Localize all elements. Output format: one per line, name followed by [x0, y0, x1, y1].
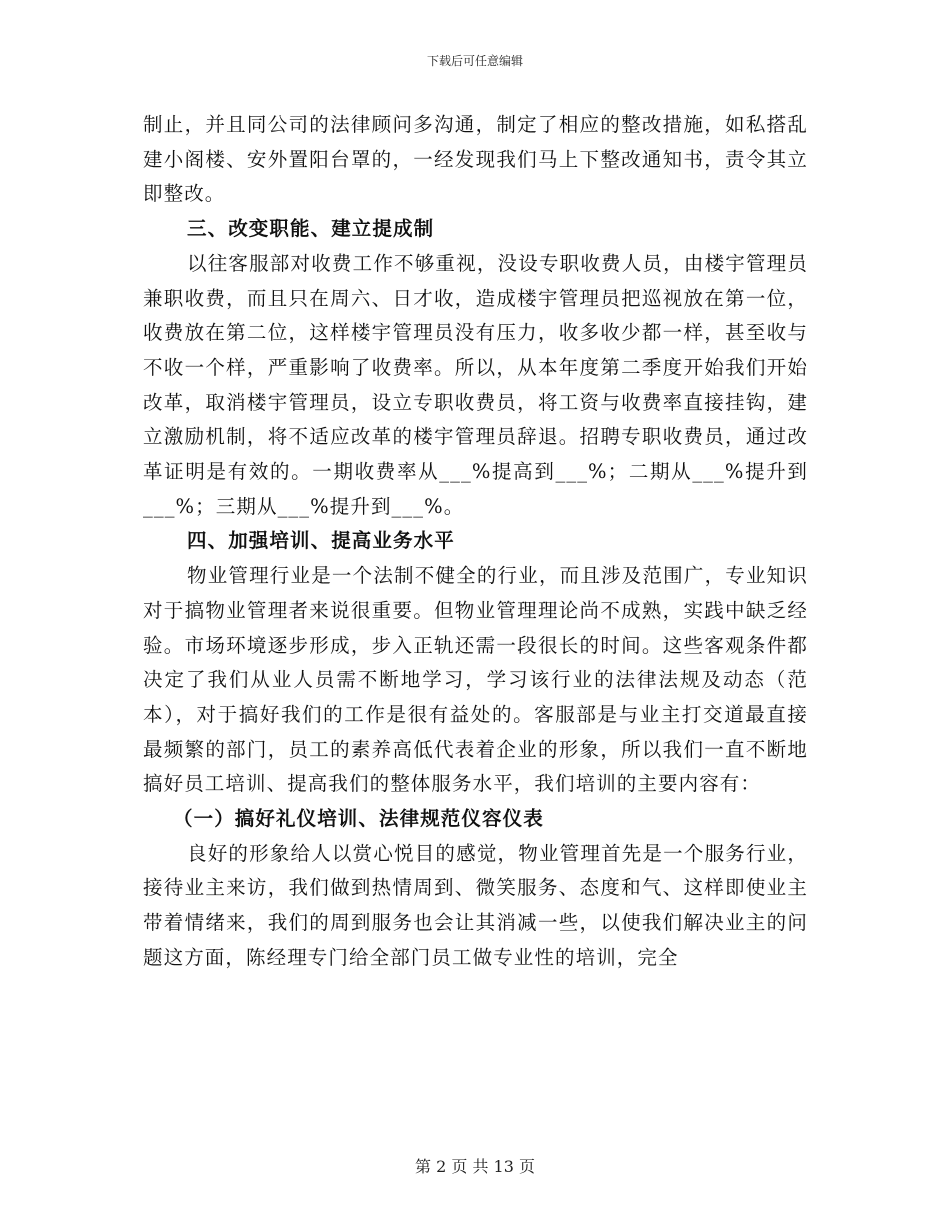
- section-3-paragraph: 以往客服部对收费工作不够重视，没设专职收费人员，由楼宇管理员兼职收费，而且只在周六、日才收，造成楼宇管理员把巡视放在第一位，收费放在第二位，这样楼宇管理员没有压力，收多收少都一样，甚至收与不收一个样，严重影响了收费率。所以，从本年度第二季度开始我们开始改革，取消楼宇管理员，设立专职收费员，将工资与收费率直接挂钩，建立激励机制，将不适应改革的楼宇管理员辞退。招聘专职收费员，通过改革证明是有效的。一期收费率从___%提高到___%；二期从___%提升到___%；三期从___%提升到___%。: [143, 251, 808, 518]
- page-header: 下载后可任意编辑: [426, 54, 523, 68]
- continuation-paragraph: 制止，并且同公司的法律顾问多沟通，制定了相应的整改措施，如私搭乱建小阁楼、安外置阳台罩的，一经发现我们马上下整改通知书，责令其立即整改。: [143, 113, 808, 206]
- subsection-1-paragraph: 良好的形象给人以赏心悦目的感觉，物业管理首先是一个服务行业，接待业主来访，我们做到热情周到、微笑服务、态度和气、这样即使业主带着情绪来，我们的周到服务也会让其消减一些，以使我们解决业主的问题这方面，陈经理专门给全部门员工做专业性的培训，完全: [143, 841, 808, 969]
- page-number: 第 2 页 共 13 页: [415, 1157, 535, 1176]
- subsection-heading-1: （一）搞好礼仪培训、法律规范仪容仪表: [173, 807, 544, 831]
- section-heading-4: 四、加强培训、提高业务水平: [187, 529, 455, 553]
- document-body: [143, 108, 808, 976]
- section-heading-3: 三、改变职能、建立提成制: [187, 217, 435, 241]
- section-4-paragraph: 物业管理行业是一个法制不健全的行业，而且涉及范围广，专业知识对于搞物业管理者来说很重要。但物业管理理论尚不成熟，实践中缺乏经验。市场环境逐步形成，步入正轨还需一段很长的时间。这些客观条件都决定了我们从业人员需不断地学习，学习该行业的法律法规及动态（范本），对于搞好我们的工作是很有益处的。客服部是与业主打交道最直接最频繁的部门，员工的素养高低代表着企业的形象，所以我们一直不断地搞好员工培训、提高我们的整体服务水平，我们培训的主要内容有：: [143, 564, 808, 796]
